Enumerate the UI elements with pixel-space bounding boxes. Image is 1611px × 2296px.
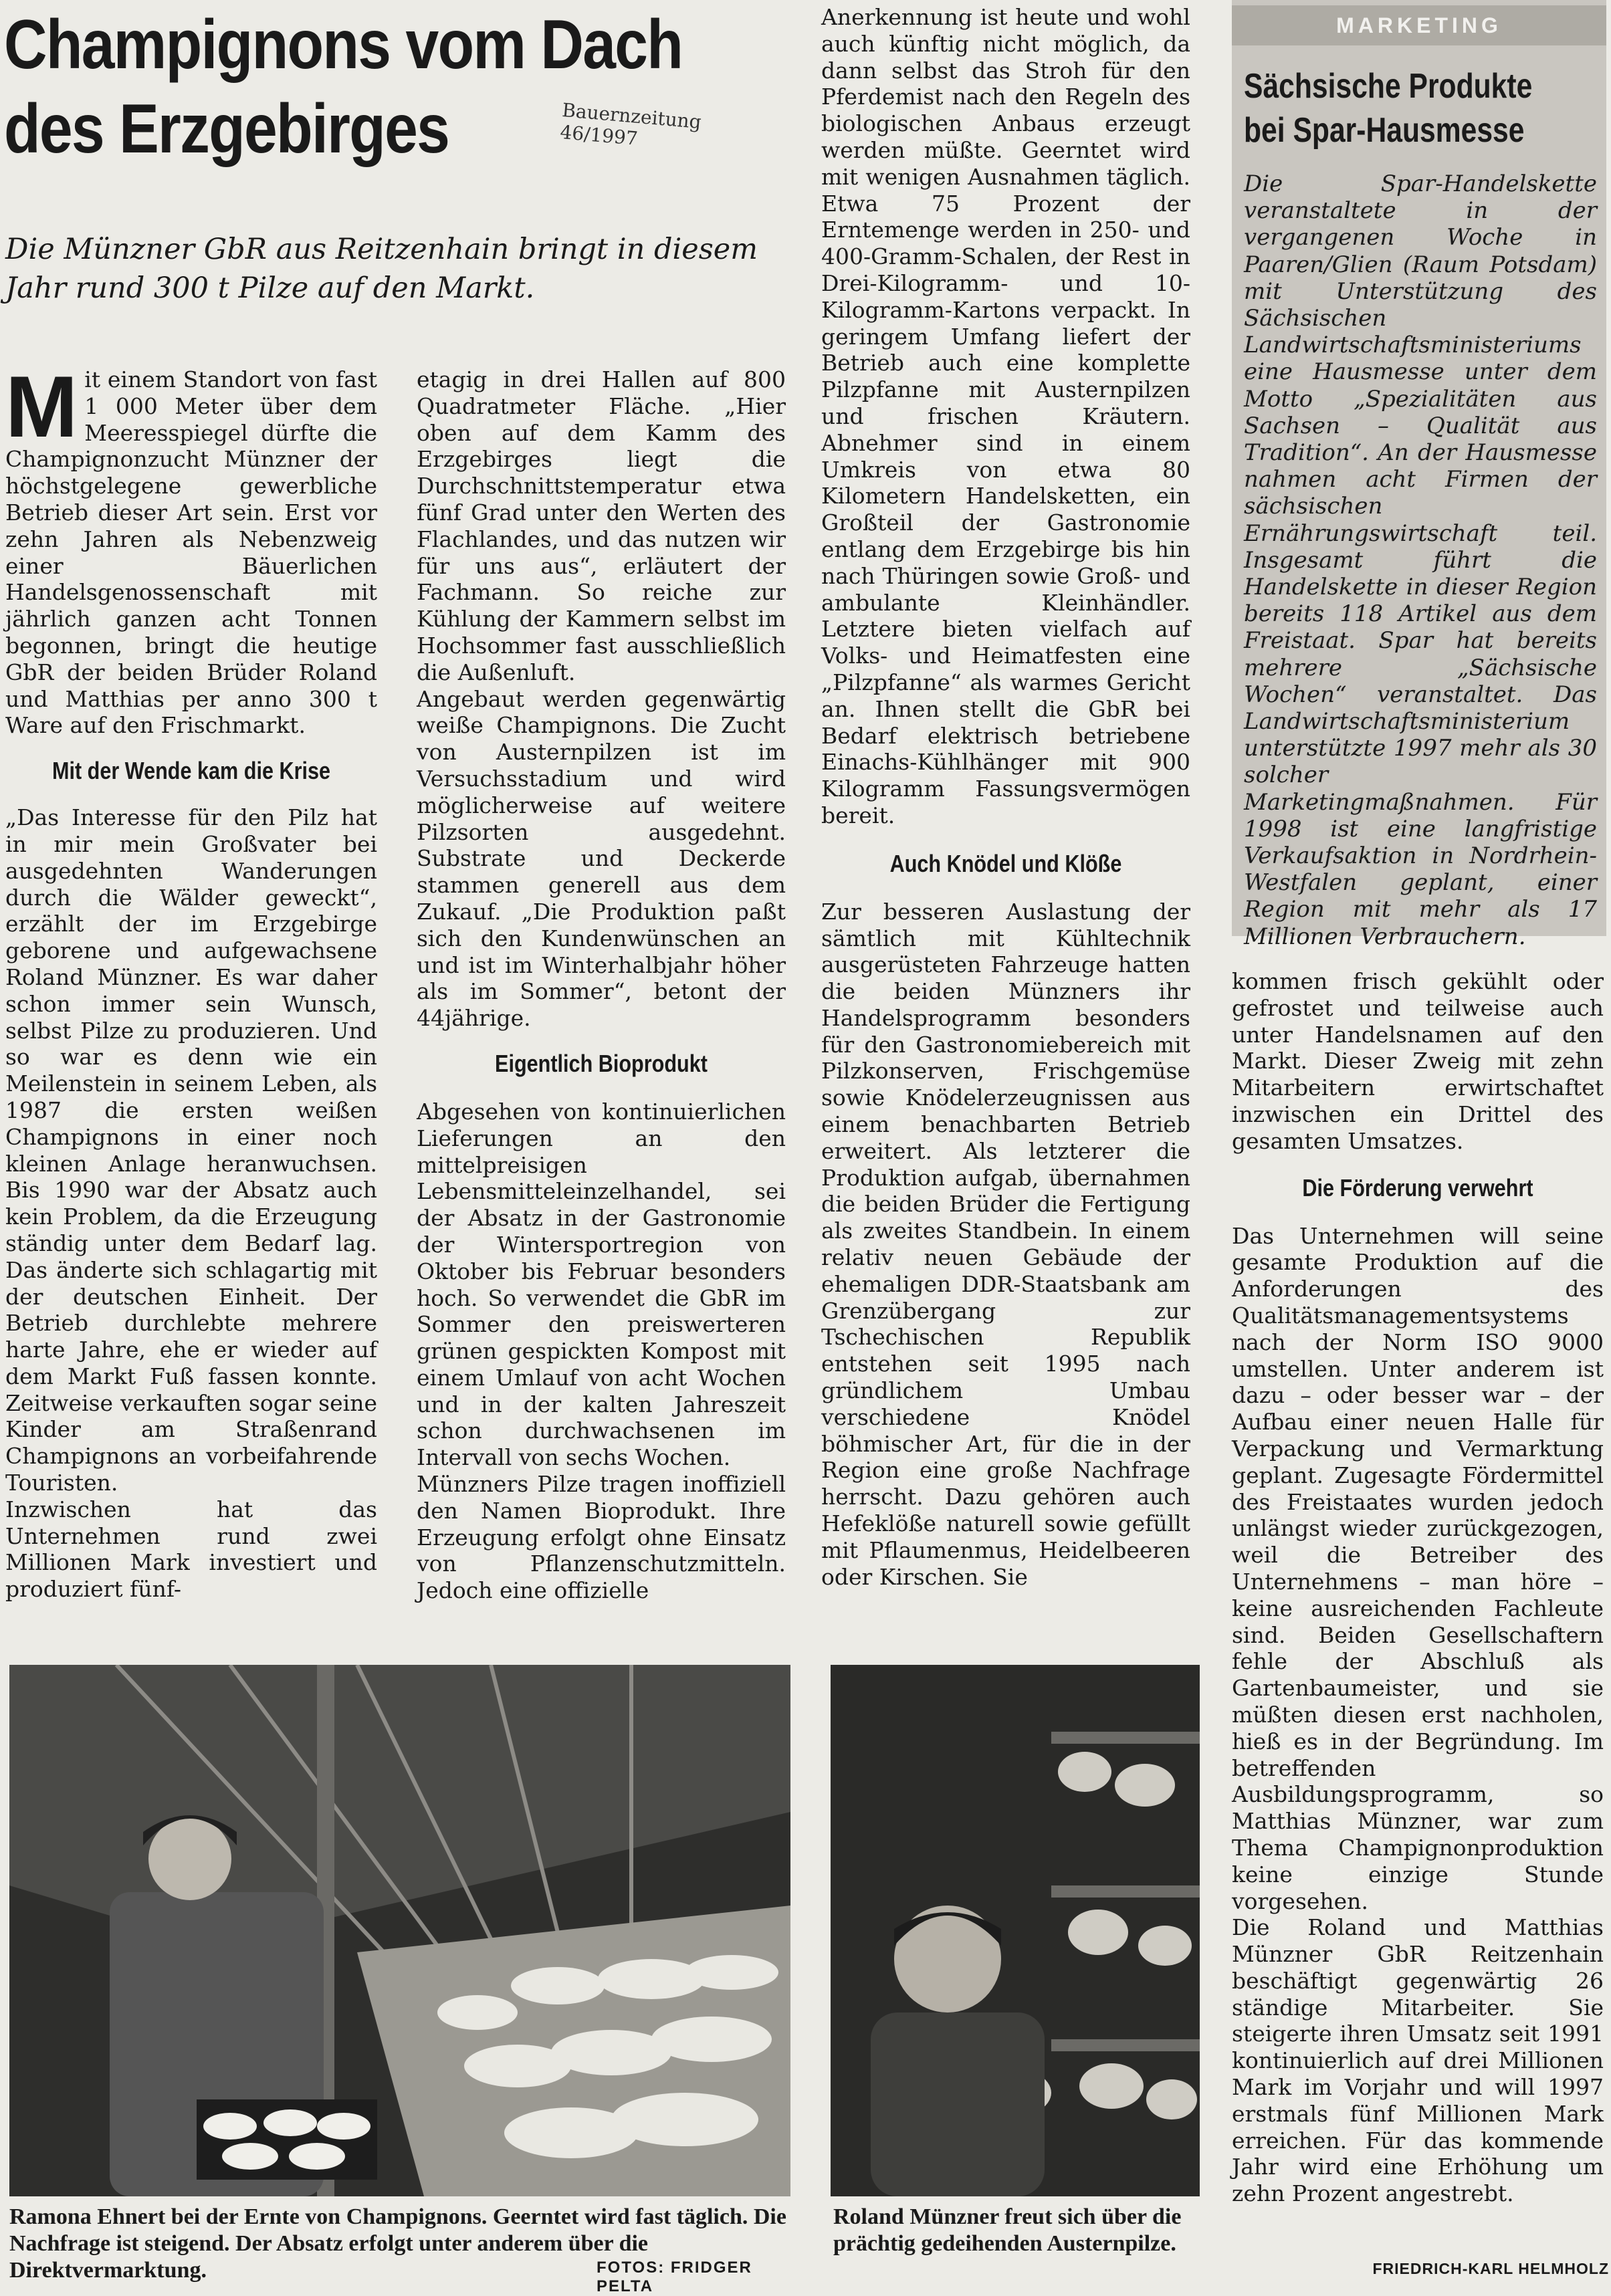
photo-oyster-illustration xyxy=(831,1665,1200,2196)
sidebar-title-line-1: Sächsische Produkte xyxy=(1244,67,1533,106)
article-column-3 xyxy=(821,4,1190,1590)
col3-paragraph-1: Anerkennung ist heute und wohl auch künftig nicht möglich, da dann selbst das Stroh für den Pferdemist nach den Regeln des biologischen Anbaus erzeugt werden müßte. Geerntet wird mit wenigen Ausnahmen täglich. Etwa 75 Prozent der Erntemenge werden in 250- und 400-Gramm-Schalen, der Rest in Drei-Kilogramm- und 10-Kilogramm-Kartons verpackt. In geringem Umfang liefert der Betrieb auch eine komplette Pilzpfanne mit Austernpilzen und frischen Kräutern. Abnehmer sind in einem Umkreis von etwa 80 Kilometern Handelsketten, ein Großteil der Gastronomie entlang dem Erzgebirge bis hin nach Thüringen sowie Groß- und ambulante Kleinhändler. Letztere bieten vielfach auf Volks- und Heimatfesten eine „Pilzpfanne“ als warmes Gericht an. Ihnen stellt die GbR bei Bedarf elektrisch betriebene Einachs-Kühlhänger mit 900 Kilogramm Fassungsvermögen bereit. xyxy=(821,4,1190,828)
subheading-wende: Mit der Wende kam die Krise xyxy=(51,757,331,785)
photo-harvest xyxy=(9,1665,790,2196)
photo-credit: FOTOS: FRIDGER PELTA xyxy=(597,2259,752,2295)
sidebar-label: MARKETING xyxy=(1232,5,1606,45)
marketing-sidebar xyxy=(1232,0,1606,950)
col2-paragraph-4: Münzners Pilze tragen inoffiziell den Namen Bioprodukt. Ihre Erzeugung erfolgt ohne Einsatz von Pflanzenschutzmitteln. Jedoch eine offizielle xyxy=(417,1471,786,1604)
subheading-foerderung: Die Förderung verwehrt xyxy=(1302,1173,1533,1201)
drop-cap: M xyxy=(5,358,78,455)
author-byline: FRIEDRICH-KARL HELMHOLZ xyxy=(1372,2260,1609,2277)
col4-paragraph-3: Die Roland und Matthias Münzner GbR Reitzenhain beschäftigt gegenwärtig 26 ständige Mitarbeiter. Sie steigerte ihren Umsatz seit 1991 kontinuierlich auf drei Millionen Mark im Vorjahr und will 1997 erstmals fünf Millionen Mark erreichen. Für das kommende Jahr wird eine Erhöhung um zehn Prozent angestrebt. xyxy=(1232,1914,1604,2207)
source-stamp: Bauernzeitung 46/1997 xyxy=(559,99,703,150)
col1-paragraph-3: Inzwischen hat das Unternehmen rund zwei Millionen Mark investiert und produziert fünf- xyxy=(5,1496,377,1603)
lead-paragraph: Die Münzner GbR aus Reitzenhain bringt in diesem Jahr rund 300 t Pilze auf den Markt. xyxy=(5,233,758,305)
sidebar-title-line-2: bei Spar-Hausmesse xyxy=(1244,111,1525,150)
photo-harvest-illustration xyxy=(9,1665,790,2196)
col1-paragraph-1: it einem Standort von fast 1 000 Meter über dem Meeresspiegel dürfte die Champignonzucht Münzner der höchstgelegene gewerbliche Betrieb dieser Art sein. Erst vor zehn Jahren als Nebenzweig einer Bäuerlichen Handelsgenossenschaft mit jährlich ganzen acht Tonnen begonnen, bringt die heutige GbR der beiden Brüder Roland und Matthias per anno 300 t Ware auf den Frischmarkt. xyxy=(5,366,377,739)
photo-oyster-caption: Roland Münzner freut sich über die prächtig gedeihenden Austernpilze. xyxy=(833,2204,1182,2256)
article-column-4 xyxy=(1232,968,1604,2207)
photo-oyster-mushrooms xyxy=(831,1665,1200,2196)
headline xyxy=(4,3,683,171)
subheading-bioprodukt: Eigentlich Bioprodukt xyxy=(495,1049,708,1077)
article-column-2 xyxy=(417,366,786,1604)
col2-paragraph-3: Abgesehen von kontinuierlichen Lieferungen an den mittelpreisigen Lebensmitteleinzelhandel, sei der Absatz in der Gastronomie der Wintersportregion von Oktober bis Februar besonders hoch. So verwendet die GbR im Sommer den preiswerteren grünen gespickten Kompost mit einem Umlauf von acht Wochen und in der kalten Jahreszeit schon durchwachsenen im Intervall von sechs Wochen. xyxy=(417,1098,786,1471)
col4-paragraph-1: kommen frisch gekühlt oder gefrostet und teilweise auch unter Handelsnamen auf den Markt. Dieser Zweig mit zehn Mitarbeitern erwirtschaftet inzwischen ein Drittel des gesamten Umsatzes. xyxy=(1232,968,1604,1154)
sidebar-title xyxy=(1244,64,1551,152)
photo-harvest-caption: Ramona Ehnert bei der Ernte von Champignons. Geerntet wird fast täglich. Die Nachfrage ist steigend. Der Absatz erfolgt unter anderem über die Direktvermarktung. xyxy=(9,2204,786,2283)
headline-line-2: des Erzgebirges xyxy=(4,90,449,168)
col4-paragraph-2: Das Unternehmen will seine gesamte Produktion auf die Anforderungen des Qualitätsmanagementsystems nach der Norm ISO 9000 umstellen. Unter anderem ist dazu – oder besser war – der Aufbau einer neuen Halle für Verpackung und Vermarktung geplant. Zugesagte Fördermittel des Freistaates wurden jedoch unlängst wieder zurückgezogen, weil die Betreiber des Unternehmens – man höre – keine ausreichenden Fachleute sind. Beiden Gesellschaftern fehle der Abschluß als Gartenbaumeister, und sie müßten diesen erst nachholen, hieß es in der Begründung. Im betreffenden Ausbildungsprogramm, so Matthias Münzner, war zum Thema Champignonproduktion keine einzige Stunde vorgesehen. xyxy=(1232,1222,1604,1914)
sidebar-body: Die Spar-Handelskette veranstaltete in der vergangenen Woche in Paaren/Glien (Raum Potsdam) mit Unterstützung des Sächsischen Landwirtschaftsministeriums eine Hausmesse unter dem Motto „Spezialitäten aus Sachsen – Qualität aus Tradition“. An der Hausmesse nahmen acht Firmen der sächsischen Ernährungswirtschaft teil. Insgesamt führt die Handelskette in dieser Region bereits 118 Artikel aus dem Freistaat. Spar hat bereits mehrere „Sächsische Wochen“ veranstaltet. Das Landwirtschaftsministerium unterstützte 1997 mehr als 30 solcher Marketingmaßnahmen. Für 1998 ist eine langfristige Verkaufsaktion in Nordrhein-Westfalen geplant, einer Region mit mehr als 17 Millionen Verbrauchern. xyxy=(1244,170,1597,950)
col2-paragraph-2: Angebaut werden gegenwärtig weiße Champignons. Die Zucht von Austernpilzen ist im Versuchsstadium und wird möglicherweise auf weitere Pilzsorten ausgedehnt. Substrate und Deckerde stammen generell aus dem Zukauf. „Die Produktion paßt sich den Kundenwünschen an und ist im Winterhalbjahr höher als im Sommer“, betont der 44jährige. xyxy=(417,685,786,1032)
subheading-knoedel: Auch Knödel und Klöße xyxy=(889,849,1122,877)
col2-paragraph-1: etagig in drei Hallen auf 800 Quadratmeter Fläche. „Hier oben auf dem Kamm des Erzgebirges liegt die Durchschnittstemperatur etwa fünf Grad unter den Werten des Flachlandes, und das nutzen wir für uns aus“, erläutert der Fachmann. So reiche zur Kühlung der Kammern selbst im Hochsommer fast ausschließlich die Außenluft. xyxy=(417,366,786,685)
col3-paragraph-2: Zur besseren Auslastung der sämtlich mit Kühltechnik ausgerüsteten Fahrzeuge hatten die beiden Münzners ihr Handelsprogramm besonders für den Gastronomiebereich mit Pilzkonserven, Frischgemüse sowie Knödelerzeugnissen aus einem benachbarten Betrieb erweitert. Als letzterer die Produktion aufgab, übernahmen die beiden Brüder die Fertigung als zweites Standbein. In einem relativ neuen Gebäude der ehemaligen DDR-Staatsbank am Grenzübergang zur Tschechischen Republik entstehen seit 1995 nach gründlichem Umbau verschiedene Knödel böhmischer Art, für die in der Region eine große Nachfrage herrscht. Dazu gehören auch Hefeklöße naturell sowie gefüllt mit Pflaumenmus, Heidelbeeren oder Kirschen. Sie xyxy=(821,898,1190,1590)
article-column-1 xyxy=(5,358,377,1603)
headline-line-1: Champignons vom Dach xyxy=(4,6,683,84)
col1-paragraph-2: „Das Interesse für den Pilz hat in mir mein Großvater bei ausgedehnten Wanderungen durch die Wälder geweckt“, erzählt der im Erzgebirge geborene und aufgewachsene Roland Münzner. Es war daher schon immer sein Wunsch, selbst Pilze zu produzieren. Und so war es denn wie ein Meilenstein in seinem Leben, als 1987 die ersten weißen Champignons in einer noch kleinen Anlage heranwuchsen. Bis 1990 war der Absatz auch kein Problem, da die Erzeugung ständig unter dem Bedarf lag. Das änderte sich schlagartig mit der deutschen Einheit. Der Betrieb durchlebte mehrere harte Jahre, ehe er wieder auf dem Markt Fuß fassen konnte. Zeitweise verkauften sogar seine Kinder am Straßenrand Champignons an vorbeifahrende Touristen. xyxy=(5,804,377,1496)
